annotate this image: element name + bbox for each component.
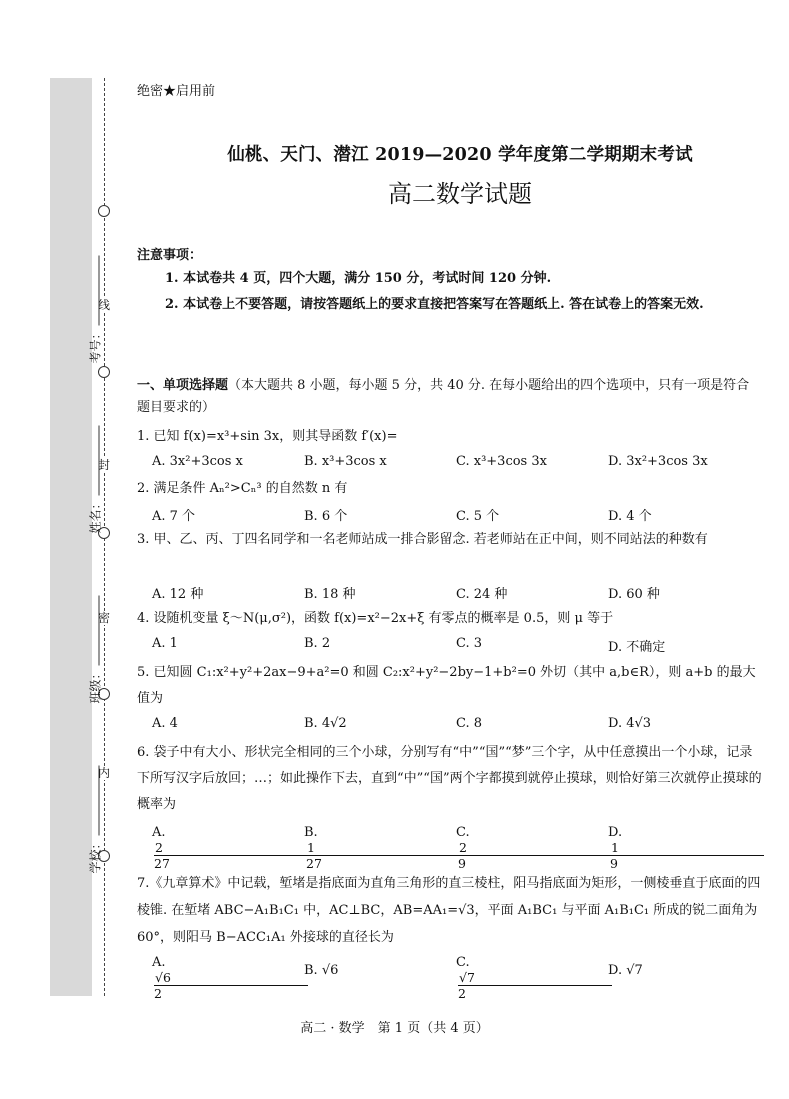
option-d[interactable]: D. 4 个 xyxy=(608,509,652,524)
option-d[interactable]: D. 3x²+3cos 3x xyxy=(608,454,708,469)
fraction xyxy=(306,840,458,871)
field-label: 姓名： xyxy=(88,497,103,534)
confidential-label: 绝密★启用前 xyxy=(137,84,216,99)
question-3-stem: 3. 甲、乙、丙、丁四名同学和一名老师站成一排合影留念. 若老师站在正中间，则不同站法的种数有 xyxy=(137,532,708,547)
question-4-options xyxy=(152,636,762,655)
section-heading xyxy=(137,375,762,419)
notice-item: 1. 本试卷共 4 页，四个大题，满分 150 分，考试时间 120 分钟. xyxy=(165,271,552,286)
fraction xyxy=(154,840,306,871)
option-a[interactable]: A. 7 个 xyxy=(152,509,196,524)
option-label: D. √7 xyxy=(608,963,643,978)
numerator: 1 xyxy=(306,840,460,856)
question-1-stem: 1. 已知 f(x)=x³+sin 3x，则其导函数 f′(x)= xyxy=(137,429,398,444)
question-5-stem: 5. 已知圆 C₁:x²+y²+2ax−9+a²=0 和圆 C₂:x²+y²−2by−1+b²=0 外切（其中 a,b∈R），则 a+b 的最大值为 xyxy=(137,665,756,706)
fraction xyxy=(458,840,610,871)
option-label: A. xyxy=(152,825,166,840)
option-c[interactable]: C. x³+3cos 3x xyxy=(456,454,547,469)
option-b[interactable]: B. 18 种 xyxy=(304,587,356,602)
numerator: √6 xyxy=(154,970,308,986)
option-d[interactable] xyxy=(608,825,760,872)
punch-hole xyxy=(98,366,110,378)
denominator: 9 xyxy=(458,856,466,871)
field-label: 学校： xyxy=(88,837,103,874)
question-3-options xyxy=(152,583,762,602)
option-label: A. xyxy=(152,955,166,970)
option-label: B. xyxy=(304,825,318,840)
option-c[interactable]: C. 3 xyxy=(456,636,483,651)
question-7-options xyxy=(152,955,762,1002)
numerator: 2 xyxy=(458,840,612,856)
option-label: C. xyxy=(456,955,470,970)
cut-char-mi: 密 xyxy=(94,611,114,625)
field-label: 考号： xyxy=(88,327,103,364)
option-a[interactable]: A. 12 种 xyxy=(152,587,204,602)
option-d[interactable]: D. 60 种 xyxy=(608,587,660,602)
option-c[interactable] xyxy=(456,955,608,1002)
cut-char-feng: 封 xyxy=(94,458,114,472)
numerator: √7 xyxy=(458,970,612,986)
option-b[interactable]: B. 6 个 xyxy=(304,509,348,524)
fraction xyxy=(458,970,610,1001)
option-a[interactable]: A. 1 xyxy=(152,636,178,651)
option-label: B. √6 xyxy=(304,963,339,978)
option-a[interactable]: A. 3x²+3cos x xyxy=(152,454,243,469)
option-a[interactable] xyxy=(152,825,304,872)
notice-item: 2. 本试卷上不要答题，请按答题纸上的要求直接把答案写在答题纸上. 答在试卷上的答案无效. xyxy=(165,297,704,312)
question-7-stem: 7.《九章算术》中记载，堑堵是指底面为直角三角形的直三棱柱，阳马指底面为矩形，一侧棱垂直于底面的四棱锥. 在堑堵 ABC−A₁B₁C₁ 中，AC⊥BC，AB=AA₁=√3，平面 A₁BC₁ 与平面 A₁B₁C₁ 所成的锐二面角为 60°，则阳马 B−ACC₁A₁ 外接球的直径长为 xyxy=(137,876,761,945)
exam-subtitle: 高二数学试题 xyxy=(388,180,532,208)
field-exam-number[interactable] xyxy=(87,254,104,364)
option-b[interactable]: B. 4√2 xyxy=(304,716,347,731)
denominator: 2 xyxy=(154,986,162,1001)
field-name[interactable] xyxy=(87,424,104,534)
option-d[interactable]: D. 不确定 xyxy=(608,640,666,655)
section-desc: （本大题共 8 小题，每小题 5 分，共 40 分. 在每小题给出的四个选项中，只有一项是符合题目要求的） xyxy=(137,378,750,415)
option-c[interactable]: C. 24 种 xyxy=(456,587,508,602)
field-label: 班级： xyxy=(88,667,103,704)
field-school[interactable] xyxy=(87,764,104,874)
question-2-options xyxy=(152,505,762,524)
numerator: 2 xyxy=(154,840,308,856)
page-footer: 高二 · 数学 第 1 页（共 4 页） xyxy=(300,1021,489,1036)
section-title: 一、单项选择题 xyxy=(137,378,229,393)
option-a[interactable] xyxy=(152,955,304,1002)
cut-char-nei: 内 xyxy=(94,766,114,780)
question-6-options xyxy=(152,825,762,872)
option-label: D. xyxy=(608,825,623,840)
option-c[interactable]: C. 8 xyxy=(456,716,483,731)
question-4-stem: 4. 设随机变量 ξ～N(μ,σ²)，函数 f(x)=x²−2x+ξ 有零点的概率是 0.5，则 μ 等于 xyxy=(137,611,614,626)
option-d[interactable]: D. 4√3 xyxy=(608,716,652,731)
fraction xyxy=(610,840,762,871)
cut-char-xian: 线 xyxy=(94,298,114,312)
option-a[interactable]: A. 4 xyxy=(152,716,178,731)
option-b[interactable] xyxy=(304,955,456,1002)
exam-title: 仙桃、天门、潜江 2019—2020 学年度第二学期期末考试 xyxy=(227,145,693,165)
question-6-stem: 6. 袋子中有大小、形状完全相同的三个小球，分别写有“中”“国”“梦”三个字，从中任意摸出一个小球，记录下所写汉字后放回；…；如此操作下去，直到“中”“国”两个字都摸到就停止摸球，则恰好第三次就停止摸球的概率为 xyxy=(137,745,762,812)
fraction xyxy=(154,970,306,1001)
field-class[interactable] xyxy=(87,594,104,704)
numerator: 1 xyxy=(610,840,764,856)
option-b[interactable] xyxy=(304,825,456,872)
denominator: 9 xyxy=(610,856,618,871)
denominator: 27 xyxy=(306,856,322,871)
denominator: 2 xyxy=(458,986,466,1001)
option-c[interactable] xyxy=(456,825,608,872)
question-5-options xyxy=(152,716,762,731)
option-label: C. xyxy=(456,825,470,840)
question-2-stem: 2. 满足条件 Aₙ²>Cₙ³ 的自然数 n 有 xyxy=(137,481,348,496)
option-d[interactable] xyxy=(608,955,760,1002)
option-b[interactable]: B. 2 xyxy=(304,636,331,651)
punch-hole xyxy=(98,205,110,217)
notice-heading: 注意事项： xyxy=(137,248,203,263)
denominator: 27 xyxy=(154,856,170,871)
option-c[interactable]: C. 5 个 xyxy=(456,509,500,524)
option-b[interactable]: B. x³+3cos x xyxy=(304,454,387,469)
question-1-options xyxy=(152,454,762,469)
